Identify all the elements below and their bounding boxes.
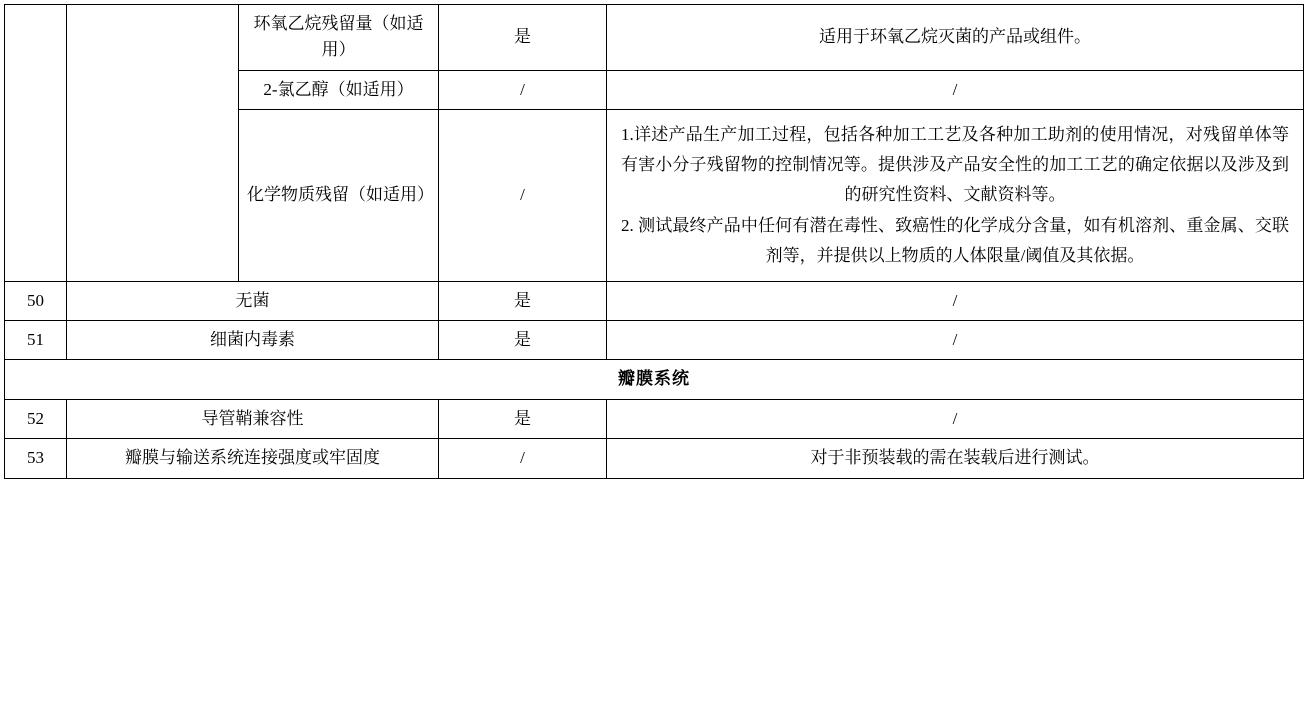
note-cell: / [607, 321, 1304, 360]
row-number-cell: 52 [5, 399, 67, 438]
document-page [0, 4, 1307, 717]
note-cell: 对于非预装载的需在装载后进行测试。 [607, 439, 1304, 478]
table-row [5, 5, 1304, 71]
item-cell: 导管鞘兼容性 [67, 399, 439, 438]
item-cell: 细菌内毒素 [67, 321, 439, 360]
note-cell [607, 110, 1304, 282]
applicable-cell: 是 [439, 5, 607, 71]
note-paragraph: 1.详述产品生产加工过程，包括各种加工工艺及各种加工助剂的使用情况，对残留单体等有害小分子残留物的控制情况等。提供涉及产品安全性的加工工艺的确定依据以及涉及到的研究性资料、文献资料等。 [621, 125, 1289, 204]
item-cell: 瓣膜与输送系统连接强度或牢固度 [67, 439, 439, 478]
note-cell: 适用于环氧乙烷灭菌的产品或组件。 [607, 5, 1304, 71]
row-number-cell: 51 [5, 321, 67, 360]
applicable-cell: / [439, 439, 607, 478]
category-cell [67, 5, 239, 282]
note-cell: / [607, 399, 1304, 438]
table-row [5, 439, 1304, 478]
item-cell: 化学物质残留（如适用） [239, 110, 439, 282]
row-number-cell: 53 [5, 439, 67, 478]
applicable-cell: 是 [439, 399, 607, 438]
applicable-cell: / [439, 110, 607, 282]
row-number-cell: 50 [5, 281, 67, 320]
applicable-cell: 是 [439, 281, 607, 320]
row-number-cell [5, 5, 67, 282]
applicable-cell: / [439, 70, 607, 109]
applicable-cell: 是 [439, 321, 607, 360]
table-row [5, 281, 1304, 320]
table-row [5, 399, 1304, 438]
table-section-row [5, 360, 1304, 399]
note-cell: / [607, 281, 1304, 320]
section-title-cell: 瓣膜系统 [5, 360, 1304, 399]
note-cell: / [607, 70, 1304, 109]
item-cell: 环氧乙烷残留量（如适用） [239, 5, 439, 71]
item-cell: 2-氯乙醇（如适用） [239, 70, 439, 109]
specification-table [4, 4, 1304, 479]
item-cell: 无菌 [67, 281, 439, 320]
note-paragraph: 2. 测试最终产品中任何有潜在毒性、致癌性的化学成分含量，如有机溶剂、重金属、交联剂等，并提供以上物质的人体限量/阈值及其依据。 [621, 216, 1289, 266]
table-row [5, 321, 1304, 360]
